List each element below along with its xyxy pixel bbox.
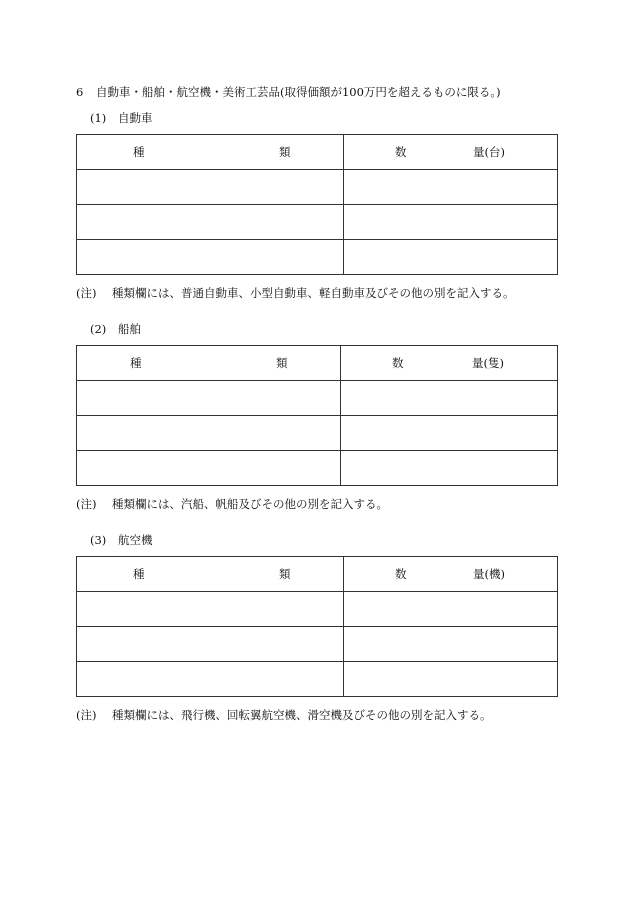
header-quantity-char2: 量(隻) [472,356,504,370]
quantity-cell[interactable] [344,627,558,662]
type-cell[interactable] [77,662,344,697]
table-row [77,205,558,240]
section-title [90,321,141,337]
quantity-cell[interactable] [344,240,558,275]
quantity-cell[interactable] [344,662,558,697]
table-header-row [77,346,558,381]
section-note [76,496,388,512]
note-text: 種類欄には、普通自動車、小型自動車、軽自動車及びその他の別を記入する。 [112,286,515,300]
header-type-char1: 種 [133,567,145,581]
header-type-char2: 類 [276,356,288,370]
section-number: (2) [90,322,107,336]
section-note [76,707,492,723]
section-note [76,285,515,301]
table-header-row [77,557,558,592]
table-row [77,416,558,451]
table-row [77,451,558,486]
quantity-cell[interactable] [344,592,558,627]
note-label: (注) [76,497,97,511]
header-quantity-char1: 数 [395,145,407,159]
type-cell[interactable] [77,170,344,205]
vehicles-table [76,134,558,275]
heading-text: 自動車・船舶・航空機・美術工芸品(取得価額が100万円を超えるものに限る。) [96,85,501,99]
note-label: (注) [76,708,97,722]
header-quantity-char1: 数 [392,356,404,370]
note-label: (注) [76,286,97,300]
header-quantity-char1: 数 [395,567,407,581]
table-header-row [77,135,558,170]
header-type [77,346,341,381]
type-cell[interactable] [77,205,344,240]
type-cell[interactable] [77,240,344,275]
section-number: (1) [90,111,107,125]
header-quantity [344,135,558,170]
header-quantity [344,557,558,592]
section-title [90,110,153,126]
table-row [77,662,558,697]
table-row [77,170,558,205]
table-row [77,240,558,275]
table-row [77,627,558,662]
section-title-text: 航空機 [118,533,153,547]
quantity-cell[interactable] [341,451,558,486]
table-row [77,381,558,416]
page-heading [76,84,501,100]
quantity-cell[interactable] [341,416,558,451]
header-type-char2: 類 [279,567,291,581]
section-title [90,532,153,548]
quantity-cell[interactable] [344,205,558,240]
type-cell[interactable] [77,627,344,662]
section-title-text: 自動車 [118,111,153,125]
type-cell[interactable] [77,451,341,486]
heading-number: 6 [76,85,84,99]
quantity-cell[interactable] [344,170,558,205]
type-cell[interactable] [77,381,341,416]
ships-table [76,345,558,486]
type-cell[interactable] [77,416,341,451]
table-row [77,592,558,627]
type-cell[interactable] [77,592,344,627]
header-type [77,135,344,170]
header-type-char1: 種 [130,356,142,370]
note-text: 種類欄には、飛行機、回転翼航空機、滑空機及びその他の別を記入する。 [112,708,492,722]
quantity-cell[interactable] [341,381,558,416]
header-quantity-char2: 量(機) [473,567,505,581]
section-title-text: 船舶 [118,322,141,336]
aircraft-table [76,556,558,697]
header-quantity-char2: 量(台) [473,145,505,159]
header-type-char1: 種 [133,145,145,159]
header-type-char2: 類 [279,145,291,159]
section-number: (3) [90,533,107,547]
header-type [77,557,344,592]
note-text: 種類欄には、汽船、帆船及びその他の別を記入する。 [112,497,388,511]
header-quantity [341,346,558,381]
